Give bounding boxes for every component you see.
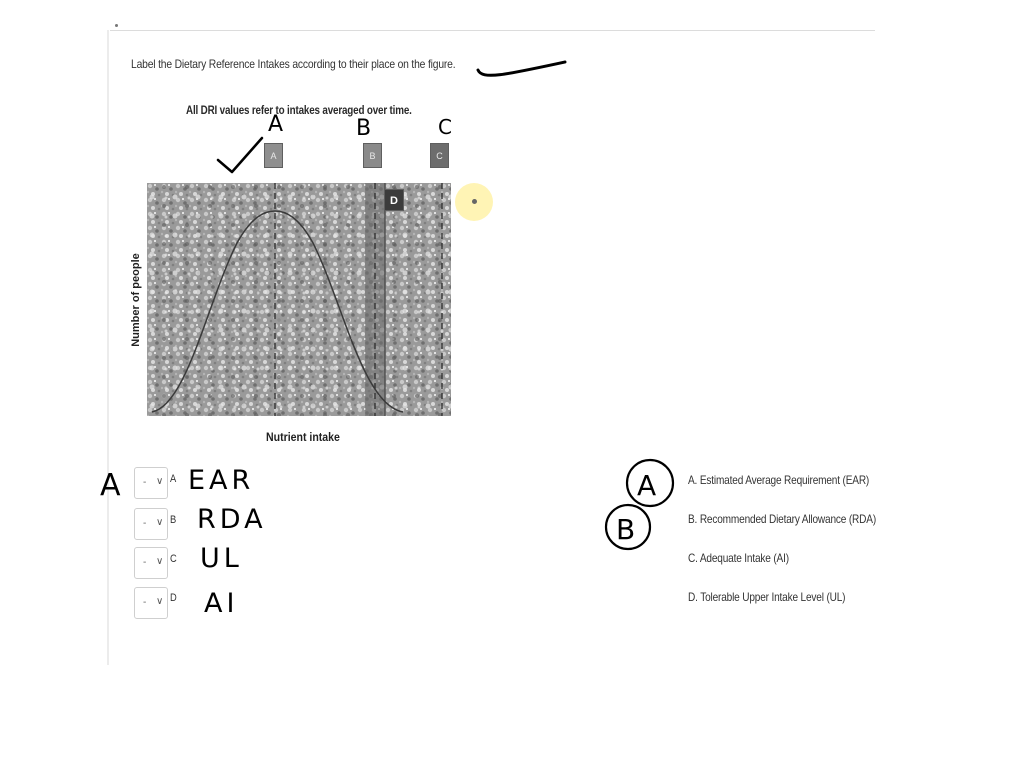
figure-marker-a: A (264, 143, 283, 168)
row-label-b: B (170, 514, 177, 526)
handwritten-marker-a: A (268, 112, 284, 137)
handwritten-marker-c: C (438, 115, 452, 139)
answer-select-b[interactable] (134, 508, 168, 540)
figure-marker-c: C (430, 143, 449, 168)
pen-stroke-top (478, 62, 565, 75)
select-value: - (143, 557, 147, 568)
handwritten-ear: EAR (188, 465, 255, 496)
dri-figure-plot (147, 183, 451, 416)
answer-option-b: B. Recommended Dietary Allowance (RDA) (688, 512, 877, 526)
worksheet-top-border (110, 30, 875, 31)
handwritten-marker-b: B (356, 116, 372, 141)
chevron-down-icon: ∨ (156, 556, 164, 567)
handwritten-ai: AI (204, 588, 239, 619)
figure-marker-b: B (363, 143, 382, 168)
y-axis-label: Number of people (130, 253, 142, 347)
figure-title: All DRI values refer to intakes averaged over time. (186, 103, 412, 117)
question-text: Label the Dietary Reference Intakes according to their place on the figure. (131, 57, 456, 71)
row-label-c: C (170, 553, 177, 565)
figure-marker-d: D (384, 189, 404, 211)
answer-select-c[interactable] (134, 547, 168, 579)
cursor-icon (472, 199, 477, 204)
x-axis-label: Nutrient intake (266, 430, 340, 444)
answer-option-a: A. Estimated Average Requirement (EAR) (688, 473, 870, 487)
row-label-a: A (170, 473, 177, 485)
circled-letter-a: A (637, 469, 657, 502)
select-value: - (143, 597, 147, 608)
chevron-down-icon: ∨ (156, 596, 164, 607)
select-value: - (143, 518, 147, 529)
select-value: - (143, 477, 147, 488)
handwritten-ul: UL (200, 543, 243, 574)
worksheet-left-border (107, 30, 109, 665)
circle-a (627, 460, 673, 506)
corner-mark (115, 24, 118, 27)
row-label-d: D (170, 592, 177, 604)
chevron-down-icon: ∨ (156, 476, 164, 487)
handwritten-rda: RDA (197, 504, 267, 535)
answer-option-c: C. Adequate Intake (AI) (688, 551, 789, 565)
answer-select-d[interactable] (134, 587, 168, 619)
answer-option-d: D. Tolerable Upper Intake Level (UL) (688, 590, 846, 604)
chevron-down-icon: ∨ (156, 517, 164, 528)
checkmark-icon (218, 138, 262, 172)
circle-b (606, 505, 650, 549)
handwritten-a-left: A (100, 468, 121, 503)
answer-select-a[interactable] (134, 467, 168, 499)
circled-letter-b: B (616, 513, 636, 546)
